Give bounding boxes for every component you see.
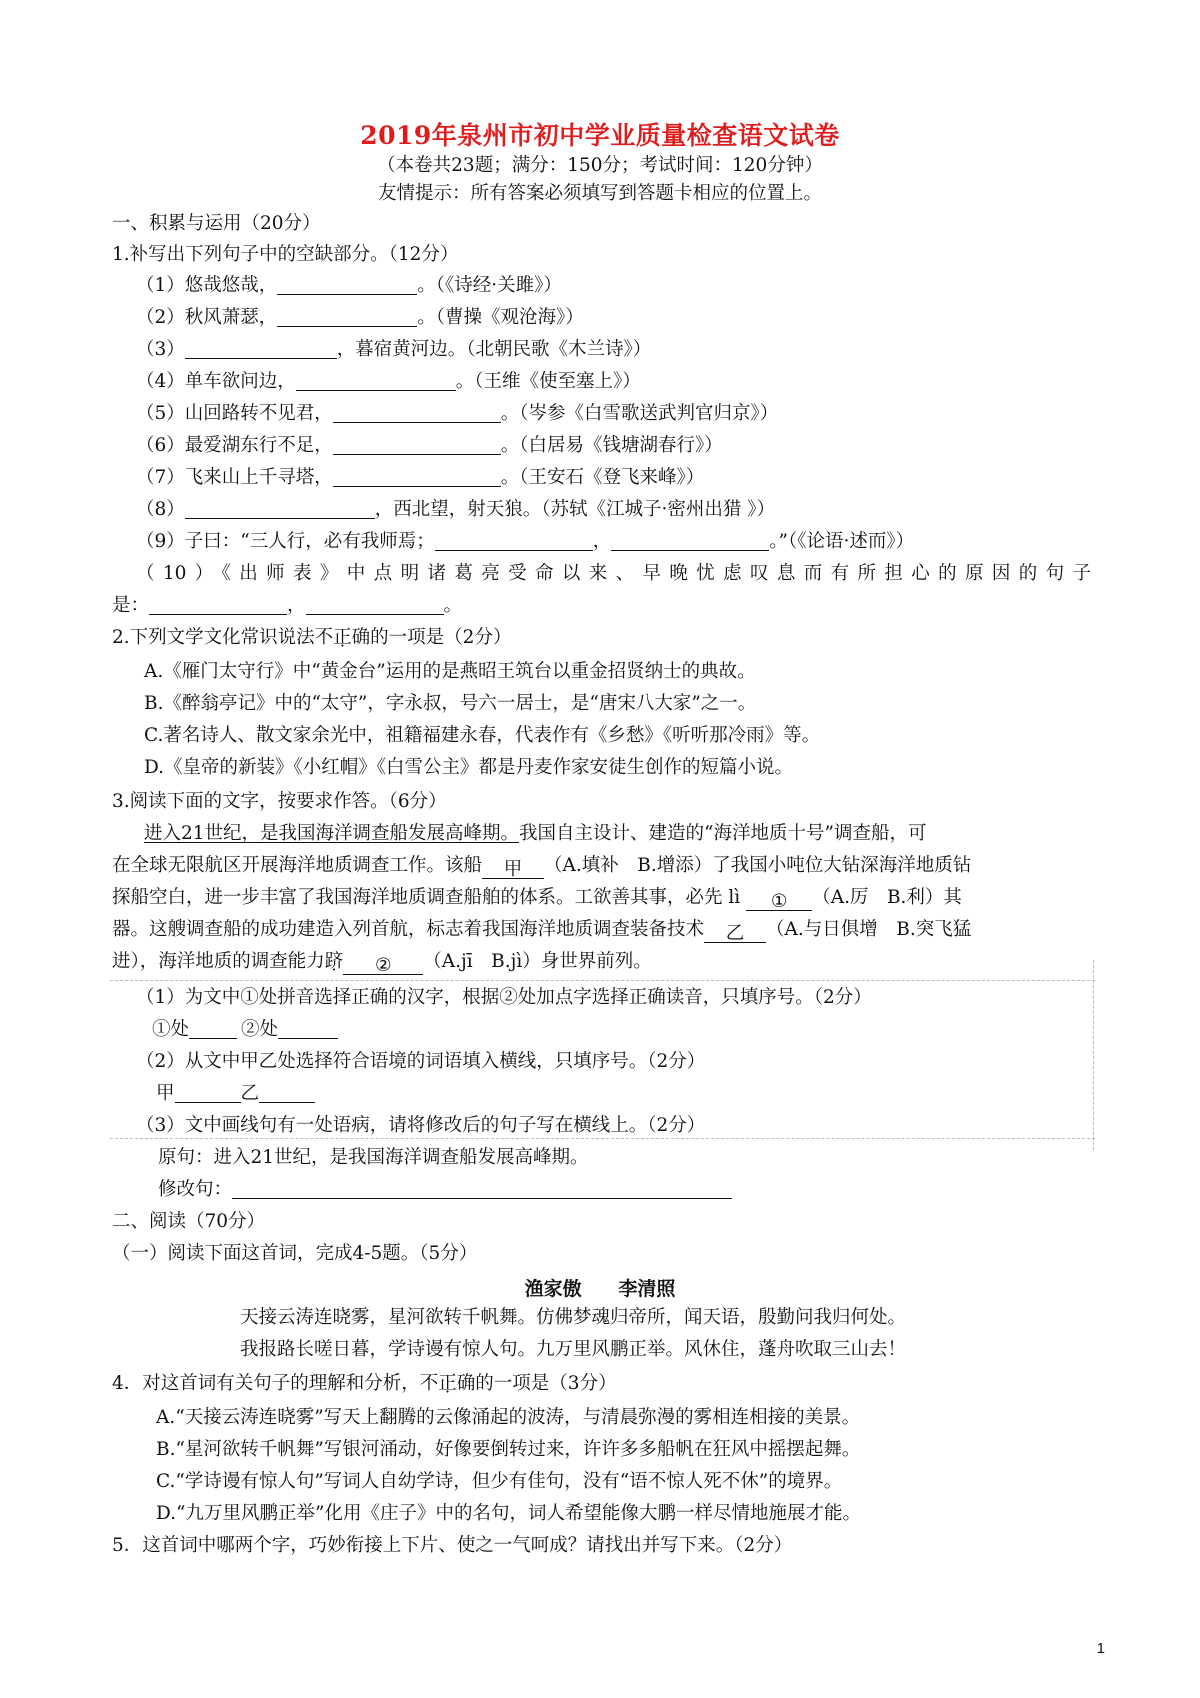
q3-paragraph-line5: 进），海洋地质的调查能力跻 ② （A.jī B.jì）身世界前列。 (112, 951, 652, 976)
blank-yi: 乙 (704, 922, 766, 943)
q1-item-7: （7）飞来山上千寻塔， 。（王安石《登飞来峰》） (136, 467, 705, 488)
q3-revised-sentence: 修改句： (158, 1178, 732, 1202)
poem-heading (0, 1274, 1200, 1301)
q1-item-4: （4）单车欲问边， 。（王维《使至塞上》） (136, 371, 641, 392)
q5-stem: 5．这首词中哪两个字，巧妙衔接上下片、使之一气呵成？请找出并写下来。（2分） (112, 1535, 793, 1556)
dashed-divider-side (1093, 960, 1094, 1150)
q2-option-b: B.《醉翁亭记》中的“太守”，字永叔，号六一居士，是“唐宋八大家”之一。 (144, 693, 757, 714)
q1-item-6: （6）最爱湖东行不足， 。（白居易《钱塘湖春行》） (136, 435, 723, 456)
q2-option-c: C.著名诗人、散文家余光中，祖籍福建永春，代表作有《乡愁》《听听那冷雨》等。 (144, 725, 821, 746)
q4-option-b: B.“星河欲转千帆舞”写银河涌动，好像要倒转过来，许许多多船帆在狂风中摇摆起舞。 (156, 1439, 861, 1460)
q1-item-9: （9）子曰：“三人行，必有我师焉； ， 。”（《论语·述而》） (136, 531, 915, 552)
poem-line-2: 我报路长嗟日暮，学诗谩有惊人句。九万里风鹏正举。风休住，蓬舟吹取三山去！ (240, 1339, 907, 1360)
q1-item-10-line1: （10）《出师表》中点明诸葛亮受命以来、早晚忧虑叹息而有所担心的原因的句子 (136, 563, 1091, 584)
page-number: 1 (1096, 1640, 1105, 1657)
q3-faulty-sentence: 进入21世纪，是我国海洋调查船发展高峰期。 (144, 823, 520, 844)
q1-item-5: （5）山回路转不见君， 。（岑参《白雪歌送武判官归京》） (136, 403, 779, 424)
dashed-divider-top (110, 980, 1095, 981)
q3-paragraph-line1: 进入21世纪，是我国海洋调查船发展高峰期。我国自主设计、建造的“海洋地质十号”调查船，可 (144, 823, 927, 844)
q2-emphasis: 不正确 (314, 627, 371, 648)
q3-paragraph-line2: 在全球无限航区开展海洋地质调查工作。该船 甲 （A.填补 B.增添）了我国小吨位大钻深海洋地质钻 (112, 855, 972, 880)
q1-item-8: （8） ，西北望，射天狼。（苏轼《江城子·密州出猎 》） (136, 499, 776, 520)
q3-paragraph-line3: 探船空白，进一步丰富了我国海洋地质调查船舶的体系。工欲善其事，必先 lì ① （A.厉 B.利）其 (112, 887, 962, 912)
q3-stem: 3.阅读下面的文字，按要求作答。（6分） (112, 791, 447, 812)
q1-stem: 1.补写出下列句子中的空缺部分。（12分） (112, 244, 459, 265)
q2-option-d: D.《皇帝的新装》《小红帽》《白雪公主》都是丹麦作家安徒生创作的短篇小说。 (144, 757, 794, 778)
q4-stem: 4．对这首词有关句子的理解和分析，不正确的一项是（3分） (112, 1373, 617, 1394)
dotted-char: 跻 (324, 951, 344, 972)
blank-1: ① (746, 890, 812, 911)
q4-option-c: C.“学诗谩有惊人句”写词人自幼学诗，但少有佳句，没有“语不惊人死不休”的境界。 (156, 1471, 843, 1492)
part-1-heading: （一）阅读下面这首词，完成4-5题。（5分） (112, 1243, 478, 1264)
q2-stem: 2.下列文学文化常识说法不正确的一项是（2分） (112, 627, 512, 648)
exam-title: 2019年泉州市初中学业质量检查语文试卷 (360, 121, 840, 150)
q3-sub2: （2）从文中甲乙处选择符合语境的词语填入横线，只填序号。（2分） (136, 1051, 706, 1072)
q3-sub1: （1）为文中①处拼音选择正确的汉字，根据②处加点字选择正确读音，只填序号。（2分） (136, 987, 872, 1008)
q4-option-a: A.“天接云涛连晓雾”写天上翻腾的云像涌起的波涛，与清晨弥漫的雾相连相接的美景。 (156, 1407, 861, 1428)
blank-jia: 甲 (482, 858, 544, 879)
q3-sub1-answer: ①处 ②处 (152, 1018, 338, 1042)
q3-sub2-answer: 甲 乙 (156, 1082, 315, 1106)
dashed-divider-bottom (110, 1138, 1095, 1139)
q1-item-2: （2）秋风萧瑟， 。（曹操《观沧海》） (136, 307, 584, 328)
section-2-heading: 二、阅读（70分） (112, 1211, 266, 1232)
poem-line-1: 天接云涛连晓雾，星河欲转千帆舞。仿佛梦魂归帝所，闻天语，殷勤问我归何处。 (240, 1307, 907, 1328)
section-1-heading: 一、积累与运用（20分） (112, 213, 321, 234)
poem-title: 渔家傲 (524, 1278, 582, 1300)
q4-option-d: D.“九万里风鹏正举”化用《庄子》中的名句，词人希望能像大鹏一样尽情地施展才能。 (156, 1503, 861, 1524)
q1-item-1: （1）悠哉悠哉， 。（《诗经·关雎》） (136, 275, 562, 296)
poem-author: 李清照 (618, 1278, 676, 1300)
exam-subtitle: （本卷共23题；满分：150分；考试时间：120分钟） (377, 155, 823, 176)
q3-original-sentence: 原句：进入21世纪，是我国海洋调查船发展高峰期。 (158, 1147, 589, 1168)
blank-2: ② (343, 954, 423, 975)
q1-item-3: （3） ，暮宿黄河边。（北朝民歌《木兰诗》） (136, 339, 652, 360)
q4-emphasis: 不正确 (419, 1373, 476, 1394)
q2-option-a: A.《雁门太守行》中“黄金台”运用的是燕昭王筑台以重金招贤纳士的典故。 (144, 661, 756, 682)
q3-sub3: （3）文中画线句有一处语病，请将修改后的句子写在横线上。（2分） (136, 1115, 706, 1136)
q1-item-10-line2: 是： ， 。 (112, 595, 463, 616)
q3-paragraph-line4: 器。这艘调查船的成功建造入列首航，标志着我国海洋地质调查装备技术 乙 （A.与日俱增 B.突飞猛 (112, 919, 972, 944)
exam-tip: 友情提示：所有答案必须填写到答题卡相应的位置上。 (377, 183, 822, 204)
